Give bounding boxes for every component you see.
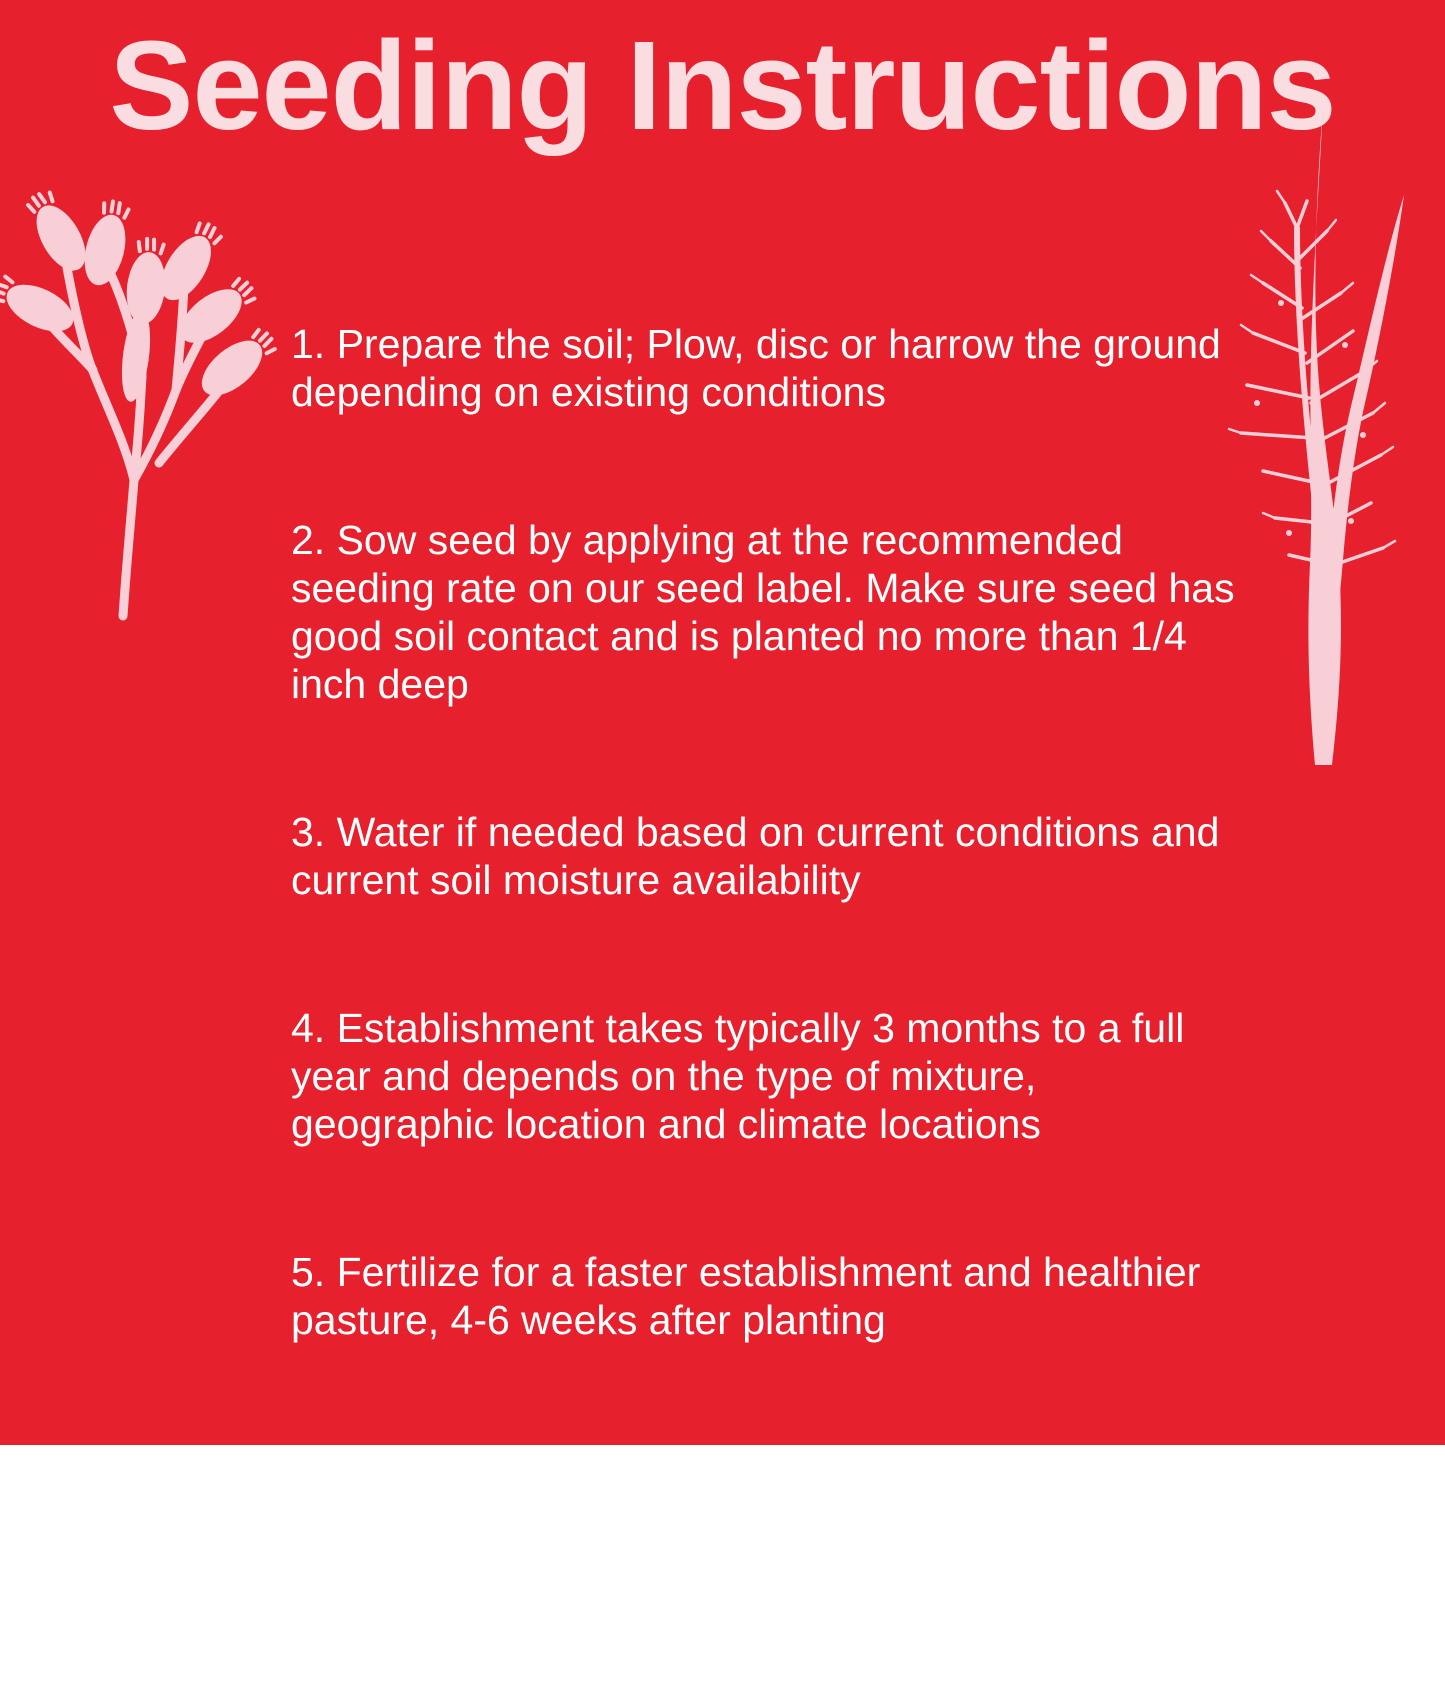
instruction-step-6: 6. Manage your animals to ensure they are not eating too much of the plant which delays plant re-growth. bbox=[291, 1445, 1144, 1587]
page-title: Seeding Instructions bbox=[109, 15, 1336, 156]
instruction-list bbox=[291, 272, 1351, 1688]
instruction-step-3: 3. Water if needed based on current conditions and current soil moisture availability bbox=[291, 809, 1220, 903]
instruction-step-5: 5. Fertilize for a faster establishment and healthier pasture, 4-6 weeks after planting bbox=[291, 1249, 1201, 1343]
instruction-step-2: 2. Sow seed by applying at the recommended seeding rate on our seed label. Make sure seed has good soil contact and is planted no more than 1/4 inch deep bbox=[291, 517, 1235, 707]
instruction-step-4: 4. Establishment takes typically 3 months to a full year and depends on the type of mixture, geographic location and climate locations bbox=[291, 1005, 1185, 1147]
seed-pod-branch-icon bbox=[13, 198, 253, 618]
instruction-step-1: 1. Prepare the soil; Plow, disc or harrow the ground depending on existing conditions bbox=[291, 321, 1221, 415]
